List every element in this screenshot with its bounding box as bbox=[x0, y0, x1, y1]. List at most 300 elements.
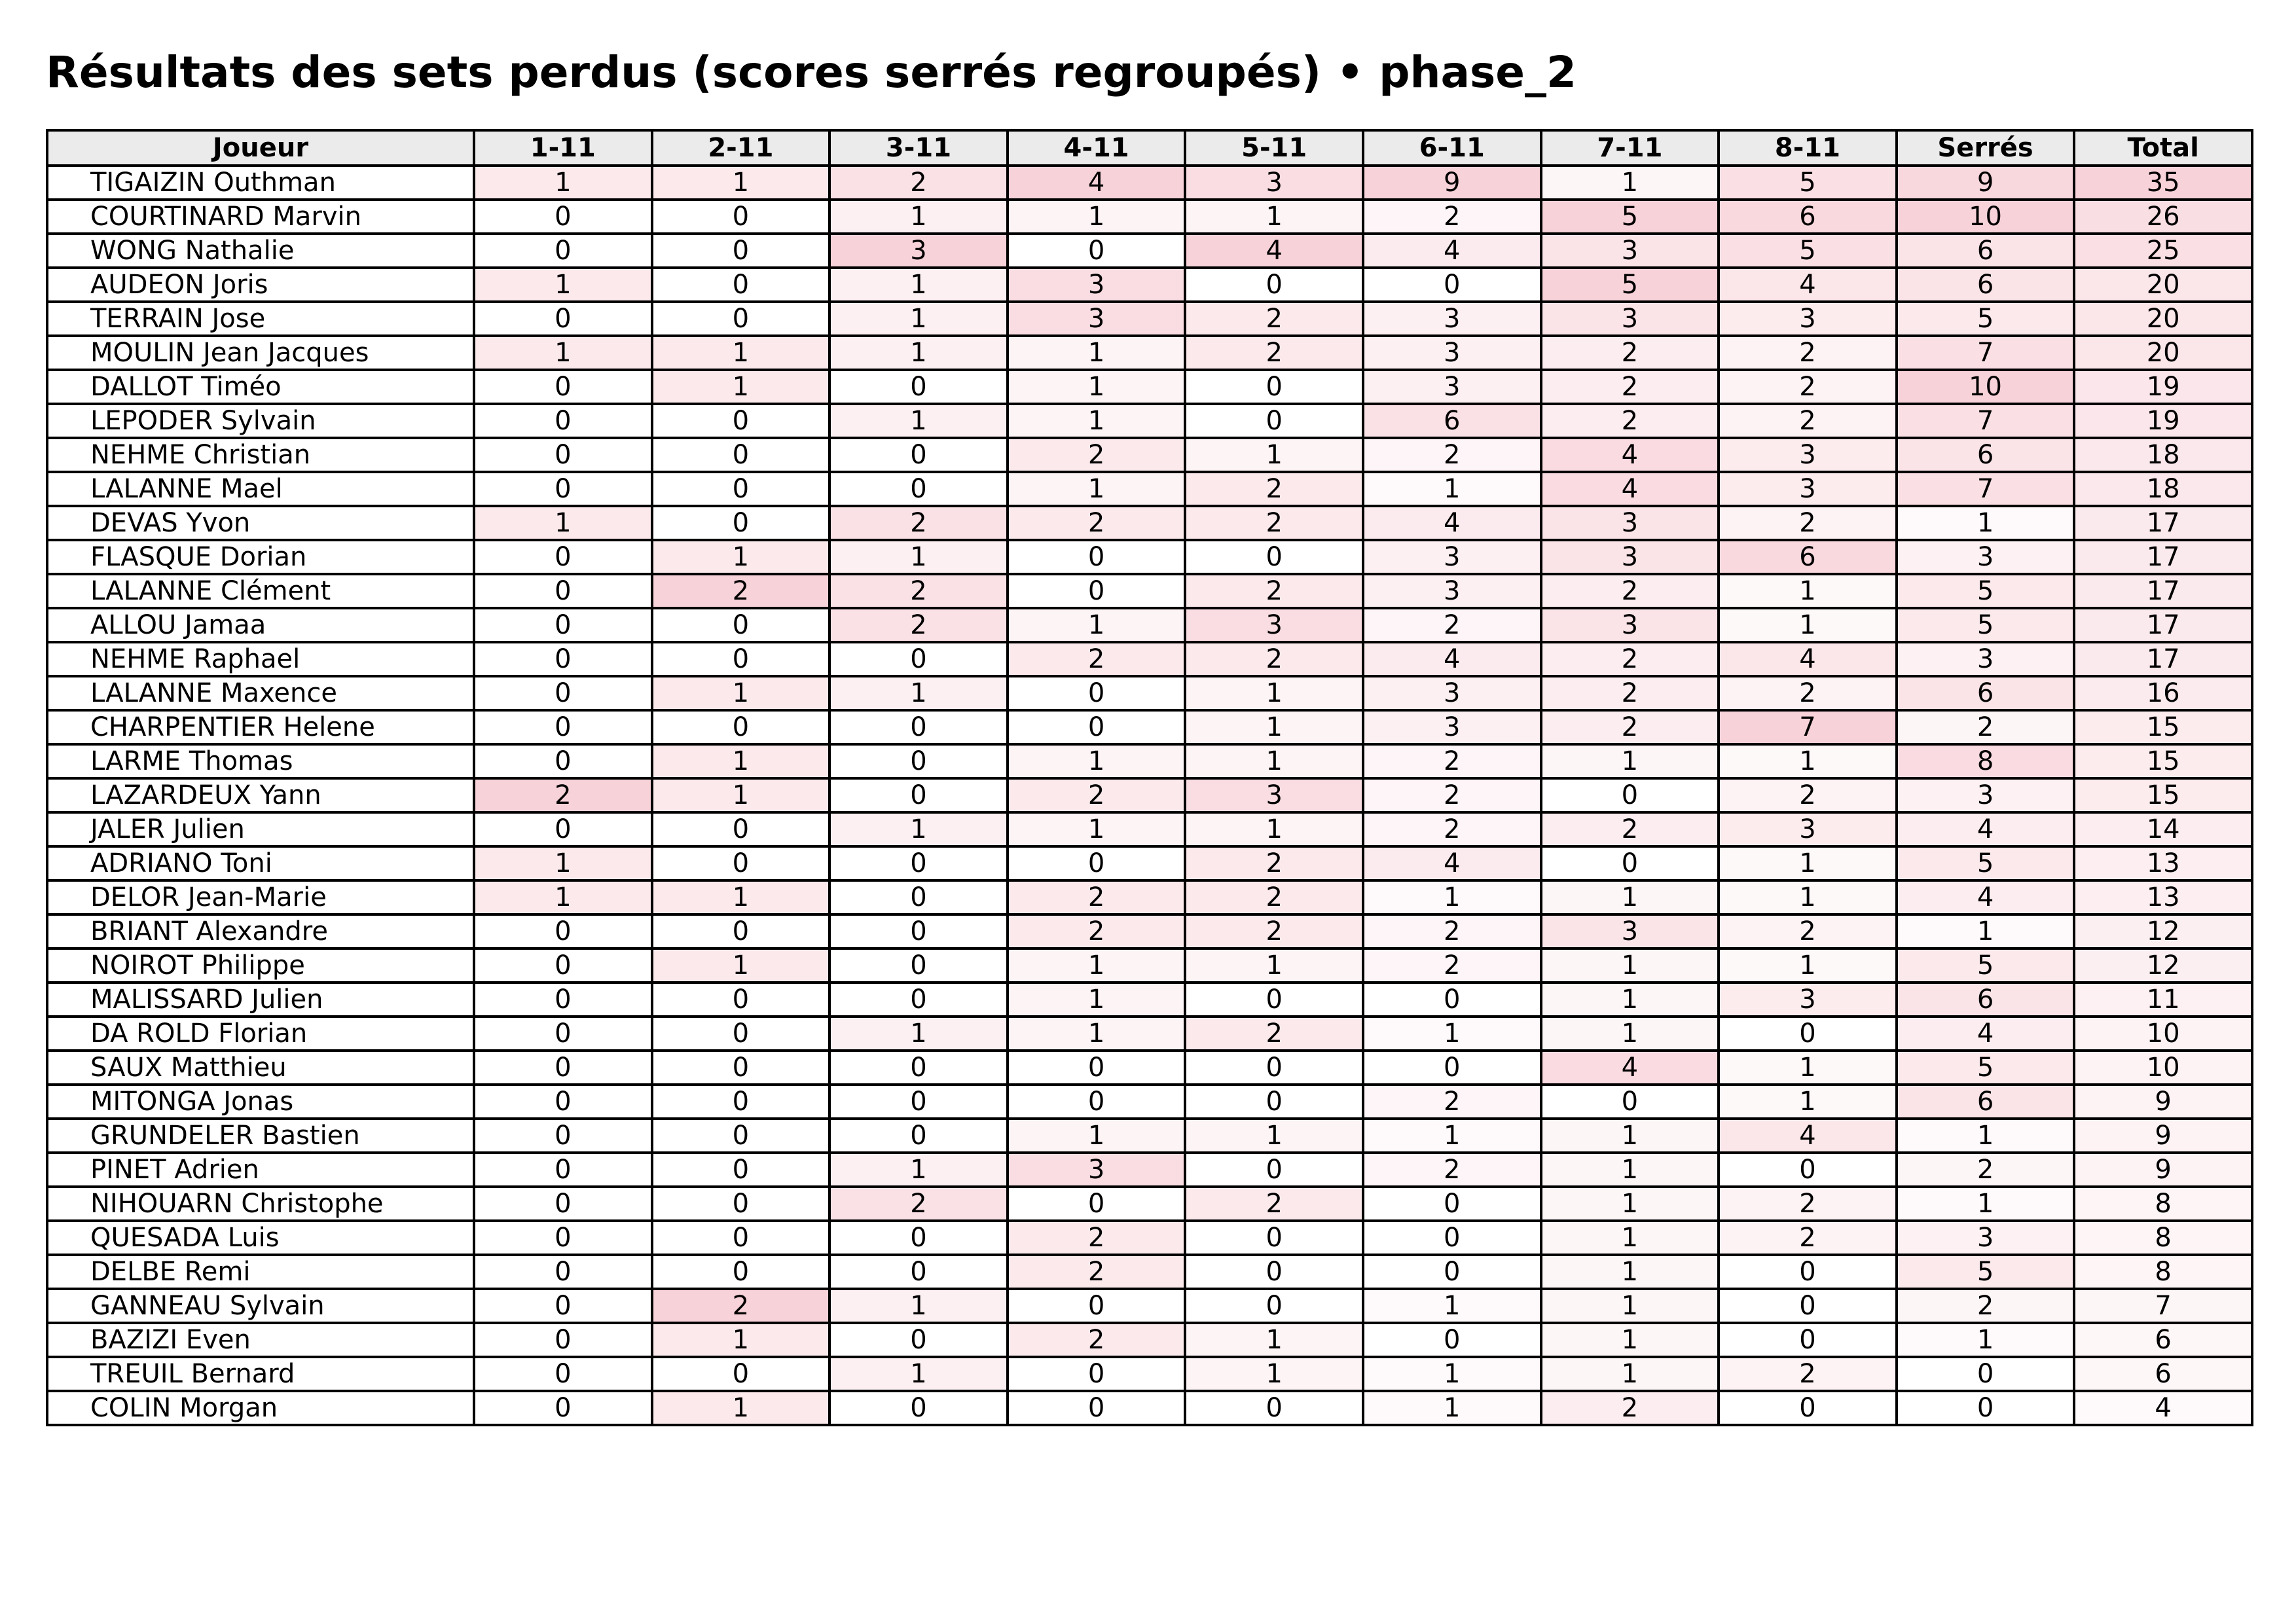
value-cell: 1 bbox=[474, 268, 652, 302]
column-header-1-11: 1-11 bbox=[474, 130, 652, 166]
value-cell: 2 bbox=[1008, 778, 1186, 812]
value-cell: 2 bbox=[1185, 506, 1363, 540]
value-cell: 0 bbox=[474, 948, 652, 983]
value-cell: 19 bbox=[2074, 370, 2252, 404]
value-cell: 0 bbox=[652, 1017, 830, 1051]
player-name-cell: DALLOT Timéo bbox=[47, 370, 474, 404]
value-cell: 11 bbox=[2074, 983, 2252, 1017]
value-cell: 1 bbox=[1185, 200, 1363, 234]
value-cell: 0 bbox=[1363, 1187, 1541, 1221]
value-cell: 3 bbox=[1185, 166, 1363, 200]
table-row bbox=[47, 370, 2252, 404]
value-cell: 1 bbox=[652, 1323, 830, 1357]
value-cell: 0 bbox=[1185, 983, 1363, 1017]
value-cell: 1 bbox=[1541, 1323, 1719, 1357]
value-cell: 4 bbox=[1363, 846, 1541, 880]
value-cell: 3 bbox=[1541, 540, 1719, 574]
value-cell: 6 bbox=[1719, 540, 1897, 574]
value-cell: 5 bbox=[1897, 846, 2075, 880]
value-cell: 0 bbox=[652, 1221, 830, 1255]
value-cell: 0 bbox=[1185, 1153, 1363, 1187]
value-cell: 2 bbox=[1719, 336, 1897, 370]
value-cell: 2 bbox=[1541, 336, 1719, 370]
value-cell: 1 bbox=[1719, 846, 1897, 880]
value-cell: 3 bbox=[1363, 574, 1541, 608]
value-cell: 1 bbox=[829, 1357, 1008, 1391]
value-cell: 2 bbox=[1185, 302, 1363, 336]
value-cell: 4 bbox=[1363, 506, 1541, 540]
value-cell: 3 bbox=[1008, 302, 1186, 336]
value-cell: 2 bbox=[1541, 642, 1719, 676]
value-cell: 5 bbox=[1541, 268, 1719, 302]
value-cell: 0 bbox=[829, 983, 1008, 1017]
value-cell: 0 bbox=[474, 1085, 652, 1119]
value-cell: 1 bbox=[1008, 1119, 1186, 1153]
value-cell: 0 bbox=[474, 1051, 652, 1085]
value-cell: 1 bbox=[1008, 812, 1186, 846]
value-cell: 1 bbox=[1897, 1323, 2075, 1357]
value-cell: 1 bbox=[1008, 200, 1186, 234]
player-name-cell: COLIN Morgan bbox=[47, 1391, 474, 1425]
value-cell: 0 bbox=[474, 200, 652, 234]
value-cell: 0 bbox=[1363, 1255, 1541, 1289]
value-cell: 0 bbox=[474, 438, 652, 472]
value-cell: 2 bbox=[1719, 506, 1897, 540]
value-cell: 0 bbox=[1897, 1391, 2075, 1425]
table-row bbox=[47, 880, 2252, 914]
value-cell: 3 bbox=[1719, 438, 1897, 472]
value-cell: 0 bbox=[1363, 1221, 1541, 1255]
value-cell: 12 bbox=[2074, 948, 2252, 983]
value-cell: 2 bbox=[829, 608, 1008, 642]
value-cell: 0 bbox=[652, 1357, 830, 1391]
value-cell: 1 bbox=[652, 166, 830, 200]
player-name-cell: LEPODER Sylvain bbox=[47, 404, 474, 438]
value-cell: 17 bbox=[2074, 540, 2252, 574]
value-cell: 3 bbox=[829, 234, 1008, 268]
value-cell: 1 bbox=[1541, 948, 1719, 983]
table-body bbox=[47, 166, 2252, 1425]
value-cell: 4 bbox=[1363, 642, 1541, 676]
value-cell: 5 bbox=[1541, 200, 1719, 234]
table-row bbox=[47, 744, 2252, 778]
value-cell: 0 bbox=[1541, 1085, 1719, 1119]
value-cell: 4 bbox=[1719, 642, 1897, 676]
table-row bbox=[47, 234, 2252, 268]
value-cell: 8 bbox=[2074, 1187, 2252, 1221]
value-cell: 5 bbox=[1719, 234, 1897, 268]
value-cell: 6 bbox=[1897, 268, 2075, 302]
value-cell: 0 bbox=[652, 846, 830, 880]
value-cell: 6 bbox=[2074, 1323, 2252, 1357]
table-row bbox=[47, 1357, 2252, 1391]
value-cell: 1 bbox=[829, 540, 1008, 574]
player-name-cell: CHARPENTIER Helene bbox=[47, 710, 474, 744]
value-cell: 19 bbox=[2074, 404, 2252, 438]
column-header-2-11: 2-11 bbox=[652, 130, 830, 166]
value-cell: 2 bbox=[1541, 710, 1719, 744]
value-cell: 3 bbox=[1363, 710, 1541, 744]
value-cell: 2 bbox=[1363, 744, 1541, 778]
value-cell: 0 bbox=[829, 1119, 1008, 1153]
value-cell: 0 bbox=[652, 710, 830, 744]
value-cell: 0 bbox=[474, 1391, 652, 1425]
value-cell: 5 bbox=[1897, 948, 2075, 983]
value-cell: 2 bbox=[829, 1187, 1008, 1221]
value-cell: 1 bbox=[1897, 1187, 2075, 1221]
table-row bbox=[47, 846, 2252, 880]
value-cell: 0 bbox=[1008, 1391, 1186, 1425]
player-name-cell: ADRIANO Toni bbox=[47, 846, 474, 880]
value-cell: 0 bbox=[1008, 234, 1186, 268]
value-cell: 5 bbox=[1897, 302, 2075, 336]
value-cell: 2 bbox=[1185, 846, 1363, 880]
column-header-8-11: 8-11 bbox=[1719, 130, 1897, 166]
value-cell: 0 bbox=[474, 1255, 652, 1289]
value-cell: 2 bbox=[1363, 948, 1541, 983]
page-title: Résultats des sets perdus (scores serrés regroupés) • phase_2 bbox=[46, 47, 1576, 98]
value-cell: 2 bbox=[1008, 880, 1186, 914]
value-cell: 1 bbox=[1719, 1085, 1897, 1119]
value-cell: 0 bbox=[652, 1187, 830, 1221]
player-name-cell: PINET Adrien bbox=[47, 1153, 474, 1187]
value-cell: 1 bbox=[652, 336, 830, 370]
value-cell: 0 bbox=[474, 710, 652, 744]
value-cell: 3 bbox=[1363, 336, 1541, 370]
column-header-5-11: 5-11 bbox=[1185, 130, 1363, 166]
value-cell: 0 bbox=[1897, 1357, 2075, 1391]
value-cell: 1 bbox=[1363, 1357, 1541, 1391]
value-cell: 0 bbox=[474, 744, 652, 778]
value-cell: 2 bbox=[1363, 200, 1541, 234]
value-cell: 1 bbox=[1363, 472, 1541, 506]
table-row bbox=[47, 166, 2252, 200]
value-cell: 6 bbox=[1897, 234, 2075, 268]
player-name-cell: NEHME Christian bbox=[47, 438, 474, 472]
value-cell: 1 bbox=[829, 1153, 1008, 1187]
value-cell: 6 bbox=[2074, 1357, 2252, 1391]
value-cell: 1 bbox=[1541, 1357, 1719, 1391]
value-cell: 0 bbox=[474, 234, 652, 268]
value-cell: 2 bbox=[1363, 438, 1541, 472]
value-cell: 2 bbox=[1185, 574, 1363, 608]
value-cell: 1 bbox=[1008, 404, 1186, 438]
value-cell: 3 bbox=[1185, 778, 1363, 812]
value-cell: 1 bbox=[1008, 1017, 1186, 1051]
player-name-cell: LAZARDEUX Yann bbox=[47, 778, 474, 812]
value-cell: 3 bbox=[1719, 983, 1897, 1017]
value-cell: 3 bbox=[1719, 472, 1897, 506]
table-row bbox=[47, 268, 2252, 302]
table-row bbox=[47, 812, 2252, 846]
value-cell: 4 bbox=[1541, 1051, 1719, 1085]
value-cell: 17 bbox=[2074, 506, 2252, 540]
value-cell: 0 bbox=[1008, 1051, 1186, 1085]
value-cell: 0 bbox=[829, 914, 1008, 948]
value-cell: 0 bbox=[652, 1085, 830, 1119]
value-cell: 0 bbox=[652, 234, 830, 268]
value-cell: 7 bbox=[1719, 710, 1897, 744]
value-cell: 3 bbox=[1897, 642, 2075, 676]
value-cell: 0 bbox=[474, 472, 652, 506]
player-name-cell: DELBE Remi bbox=[47, 1255, 474, 1289]
value-cell: 1 bbox=[1185, 744, 1363, 778]
value-cell: 6 bbox=[1897, 438, 2075, 472]
table-row bbox=[47, 778, 2252, 812]
value-cell: 1 bbox=[1363, 1119, 1541, 1153]
player-name-cell: FLASQUE Dorian bbox=[47, 540, 474, 574]
value-cell: 0 bbox=[1185, 1221, 1363, 1255]
value-cell: 0 bbox=[652, 914, 830, 948]
value-cell: 7 bbox=[1897, 404, 2075, 438]
value-cell: 2 bbox=[474, 778, 652, 812]
value-cell: 2 bbox=[1897, 1289, 2075, 1323]
table-row bbox=[47, 676, 2252, 710]
value-cell: 0 bbox=[1719, 1323, 1897, 1357]
table-row bbox=[47, 1391, 2252, 1425]
value-cell: 0 bbox=[652, 268, 830, 302]
value-cell: 2 bbox=[1363, 778, 1541, 812]
value-cell: 1 bbox=[829, 676, 1008, 710]
table-row bbox=[47, 1085, 2252, 1119]
value-cell: 3 bbox=[1541, 608, 1719, 642]
value-cell: 18 bbox=[2074, 472, 2252, 506]
value-cell: 1 bbox=[652, 1391, 830, 1425]
value-cell: 20 bbox=[2074, 302, 2252, 336]
value-cell: 10 bbox=[1897, 200, 2075, 234]
value-cell: 1 bbox=[1185, 1119, 1363, 1153]
value-cell: 35 bbox=[2074, 166, 2252, 200]
value-cell: 3 bbox=[1363, 302, 1541, 336]
value-cell: 0 bbox=[829, 1255, 1008, 1289]
value-cell: 7 bbox=[1897, 336, 2075, 370]
value-cell: 3 bbox=[1363, 676, 1541, 710]
value-cell: 2 bbox=[1363, 914, 1541, 948]
value-cell: 7 bbox=[2074, 1289, 2252, 1323]
column-header-3-11: 3-11 bbox=[829, 130, 1008, 166]
value-cell: 3 bbox=[1008, 268, 1186, 302]
value-cell: 0 bbox=[1185, 268, 1363, 302]
value-cell: 5 bbox=[1897, 1051, 2075, 1085]
table-row bbox=[47, 404, 2252, 438]
value-cell: 1 bbox=[474, 880, 652, 914]
value-cell: 2 bbox=[1363, 1153, 1541, 1187]
table-row bbox=[47, 302, 2252, 336]
value-cell: 0 bbox=[1185, 1085, 1363, 1119]
value-cell: 1 bbox=[1541, 983, 1719, 1017]
value-cell: 3 bbox=[1363, 540, 1541, 574]
results-table bbox=[46, 129, 2253, 1426]
player-name-cell: TREUIL Bernard bbox=[47, 1357, 474, 1391]
value-cell: 2 bbox=[652, 1289, 830, 1323]
value-cell: 2 bbox=[1541, 812, 1719, 846]
value-cell: 17 bbox=[2074, 642, 2252, 676]
player-name-cell: TIGAIZIN Outhman bbox=[47, 166, 474, 200]
value-cell: 0 bbox=[652, 506, 830, 540]
value-cell: 1 bbox=[652, 880, 830, 914]
value-cell: 0 bbox=[1008, 1289, 1186, 1323]
value-cell: 0 bbox=[1185, 1255, 1363, 1289]
value-cell: 20 bbox=[2074, 336, 2252, 370]
value-cell: 10 bbox=[2074, 1051, 2252, 1085]
value-cell: 2 bbox=[1008, 506, 1186, 540]
player-name-cell: COURTINARD Marvin bbox=[47, 200, 474, 234]
value-cell: 2 bbox=[829, 166, 1008, 200]
value-cell: 0 bbox=[1008, 574, 1186, 608]
value-cell: 0 bbox=[1719, 1289, 1897, 1323]
value-cell: 2 bbox=[652, 574, 830, 608]
value-cell: 0 bbox=[652, 404, 830, 438]
table-row bbox=[47, 1255, 2252, 1289]
value-cell: 9 bbox=[1897, 166, 2075, 200]
value-cell: 0 bbox=[1008, 1187, 1186, 1221]
value-cell: 3 bbox=[1541, 506, 1719, 540]
table-row bbox=[47, 1153, 2252, 1187]
value-cell: 0 bbox=[652, 302, 830, 336]
value-cell: 2 bbox=[1363, 812, 1541, 846]
value-cell: 6 bbox=[1719, 200, 1897, 234]
value-cell: 1 bbox=[1541, 744, 1719, 778]
value-cell: 1 bbox=[829, 302, 1008, 336]
table-row bbox=[47, 200, 2252, 234]
value-cell: 0 bbox=[474, 608, 652, 642]
value-cell: 0 bbox=[829, 1391, 1008, 1425]
value-cell: 25 bbox=[2074, 234, 2252, 268]
player-name-cell: DELOR Jean-Marie bbox=[47, 880, 474, 914]
player-name-cell: JALER Julien bbox=[47, 812, 474, 846]
value-cell: 0 bbox=[474, 404, 652, 438]
value-cell: 0 bbox=[474, 302, 652, 336]
value-cell: 1 bbox=[1008, 744, 1186, 778]
value-cell: 4 bbox=[1541, 438, 1719, 472]
player-name-cell: BRIANT Alexandre bbox=[47, 914, 474, 948]
value-cell: 1 bbox=[1897, 506, 2075, 540]
value-cell: 0 bbox=[1185, 1289, 1363, 1323]
table-row bbox=[47, 540, 2252, 574]
value-cell: 0 bbox=[652, 983, 830, 1017]
value-cell: 2 bbox=[1719, 1357, 1897, 1391]
value-cell: 0 bbox=[1719, 1017, 1897, 1051]
value-cell: 10 bbox=[1897, 370, 2075, 404]
value-cell: 1 bbox=[1185, 676, 1363, 710]
value-cell: 0 bbox=[1185, 370, 1363, 404]
value-cell: 0 bbox=[474, 914, 652, 948]
value-cell: 0 bbox=[652, 812, 830, 846]
column-header-6-11: 6-11 bbox=[1363, 130, 1541, 166]
value-cell: 1 bbox=[1719, 608, 1897, 642]
value-cell: 0 bbox=[829, 642, 1008, 676]
table-row bbox=[47, 506, 2252, 540]
value-cell: 2 bbox=[1008, 1221, 1186, 1255]
player-name-cell: AUDEON Joris bbox=[47, 268, 474, 302]
value-cell: 2 bbox=[1719, 778, 1897, 812]
player-name-cell: MALISSARD Julien bbox=[47, 983, 474, 1017]
value-cell: 8 bbox=[2074, 1221, 2252, 1255]
value-cell: 0 bbox=[1363, 983, 1541, 1017]
value-cell: 15 bbox=[2074, 744, 2252, 778]
value-cell: 1 bbox=[1541, 166, 1719, 200]
value-cell: 10 bbox=[2074, 1017, 2252, 1051]
value-cell: 2 bbox=[1719, 676, 1897, 710]
value-cell: 1 bbox=[1008, 983, 1186, 1017]
value-cell: 9 bbox=[1363, 166, 1541, 200]
value-cell: 0 bbox=[1008, 710, 1186, 744]
table-row bbox=[47, 1119, 2252, 1153]
value-cell: 2 bbox=[1541, 676, 1719, 710]
value-cell: 0 bbox=[652, 1255, 830, 1289]
value-cell: 0 bbox=[474, 1323, 652, 1357]
value-cell: 2 bbox=[1719, 1221, 1897, 1255]
value-cell: 1 bbox=[1008, 948, 1186, 983]
value-cell: 6 bbox=[1897, 1085, 2075, 1119]
value-cell: 0 bbox=[474, 1017, 652, 1051]
value-cell: 8 bbox=[2074, 1255, 2252, 1289]
value-cell: 2 bbox=[1008, 438, 1186, 472]
player-name-cell: MITONGA Jonas bbox=[47, 1085, 474, 1119]
value-cell: 1 bbox=[1185, 812, 1363, 846]
player-name-cell: ALLOU Jamaa bbox=[47, 608, 474, 642]
value-cell: 1 bbox=[474, 506, 652, 540]
value-cell: 0 bbox=[652, 1051, 830, 1085]
value-cell: 18 bbox=[2074, 438, 2252, 472]
table-row bbox=[47, 438, 2252, 472]
value-cell: 0 bbox=[1185, 1391, 1363, 1425]
table-row bbox=[47, 336, 2252, 370]
value-cell: 6 bbox=[1363, 404, 1541, 438]
value-cell: 12 bbox=[2074, 914, 2252, 948]
value-cell: 1 bbox=[1185, 1323, 1363, 1357]
value-cell: 1 bbox=[1541, 1289, 1719, 1323]
table-row bbox=[47, 1221, 2252, 1255]
value-cell: 1 bbox=[1363, 1017, 1541, 1051]
value-cell: 2 bbox=[1185, 1017, 1363, 1051]
player-name-cell: GANNEAU Sylvain bbox=[47, 1289, 474, 1323]
player-name-cell: LALANNE Clément bbox=[47, 574, 474, 608]
value-cell: 1 bbox=[652, 540, 830, 574]
player-name-cell: TERRAIN Jose bbox=[47, 302, 474, 336]
player-name-cell: BAZIZI Even bbox=[47, 1323, 474, 1357]
value-cell: 0 bbox=[1185, 540, 1363, 574]
value-cell: 13 bbox=[2074, 846, 2252, 880]
player-name-cell: DEVAS Yvon bbox=[47, 506, 474, 540]
value-cell: 6 bbox=[1897, 676, 2075, 710]
table-header-row bbox=[47, 130, 2252, 166]
value-cell: 0 bbox=[1008, 846, 1186, 880]
table-row bbox=[47, 574, 2252, 608]
value-cell: 5 bbox=[1897, 608, 2075, 642]
value-cell: 1 bbox=[1363, 1391, 1541, 1425]
table-row bbox=[47, 608, 2252, 642]
player-name-cell: NIHOUARN Christophe bbox=[47, 1187, 474, 1221]
value-cell: 1 bbox=[829, 404, 1008, 438]
table-row bbox=[47, 948, 2252, 983]
value-cell: 1 bbox=[474, 166, 652, 200]
value-cell: 8 bbox=[1897, 744, 2075, 778]
player-name-cell: NEHME Raphael bbox=[47, 642, 474, 676]
value-cell: 1 bbox=[829, 268, 1008, 302]
value-cell: 4 bbox=[1541, 472, 1719, 506]
value-cell: 2 bbox=[1541, 404, 1719, 438]
table-row bbox=[47, 914, 2252, 948]
value-cell: 1 bbox=[1185, 948, 1363, 983]
value-cell: 0 bbox=[829, 438, 1008, 472]
player-name-cell: QUESADA Luis bbox=[47, 1221, 474, 1255]
value-cell: 0 bbox=[474, 1221, 652, 1255]
value-cell: 2 bbox=[1541, 1391, 1719, 1425]
table-row bbox=[47, 1323, 2252, 1357]
value-cell: 2 bbox=[1897, 1153, 2075, 1187]
value-cell: 0 bbox=[829, 778, 1008, 812]
